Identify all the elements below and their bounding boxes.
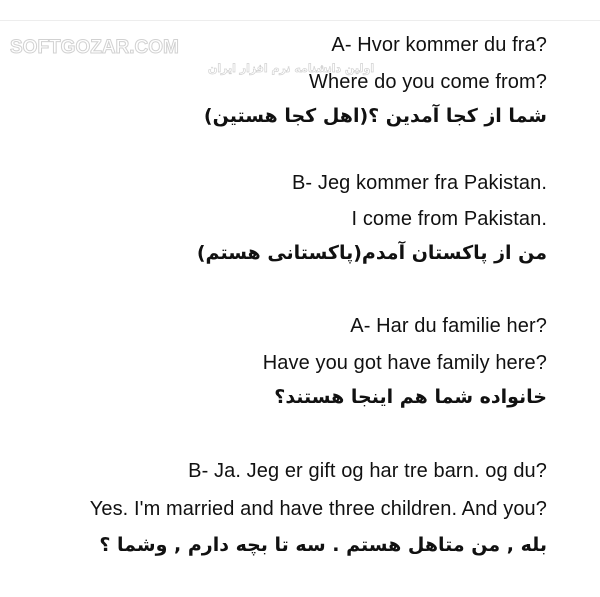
softgozar-watermark <box>8 35 375 77</box>
block2-norwegian: B- Jeg kommer fra Pakistan. <box>291 172 547 194</box>
block3-english: Have you got have family here? <box>262 352 547 374</box>
block1-norwegian: A- Hvor kommer du fra? <box>331 34 547 56</box>
block2-english: I come from Pakistan. <box>351 208 547 230</box>
block1-english: Where do you come from? <box>309 71 547 93</box>
block1-persian: شما از کجا آمدین ؟(اهل کجا هستین) <box>203 105 547 127</box>
watermark-latin: SOFTGOZAR.COM <box>10 37 179 58</box>
block4-persian: بله , من متاهل هستم . سه تا بچه دارم , وشما ؟ <box>99 534 547 556</box>
block3-persian: خانواده شما هم اینجا هستند؟ <box>274 386 547 408</box>
block2-persian: من از پاکستان آمدم(پاکستانی هستم) <box>196 242 547 264</box>
block3-norwegian: A- Har du familie her? <box>350 315 547 337</box>
watermark-persian: اولین دانشنامه نرم افزار ایران <box>208 62 375 75</box>
top-divider <box>0 20 600 21</box>
block4-english: Yes. I'm married and have three children. And you? <box>89 498 547 520</box>
block4-norwegian: B- Ja. Jeg er gift og har tre barn. og du? <box>188 460 547 482</box>
